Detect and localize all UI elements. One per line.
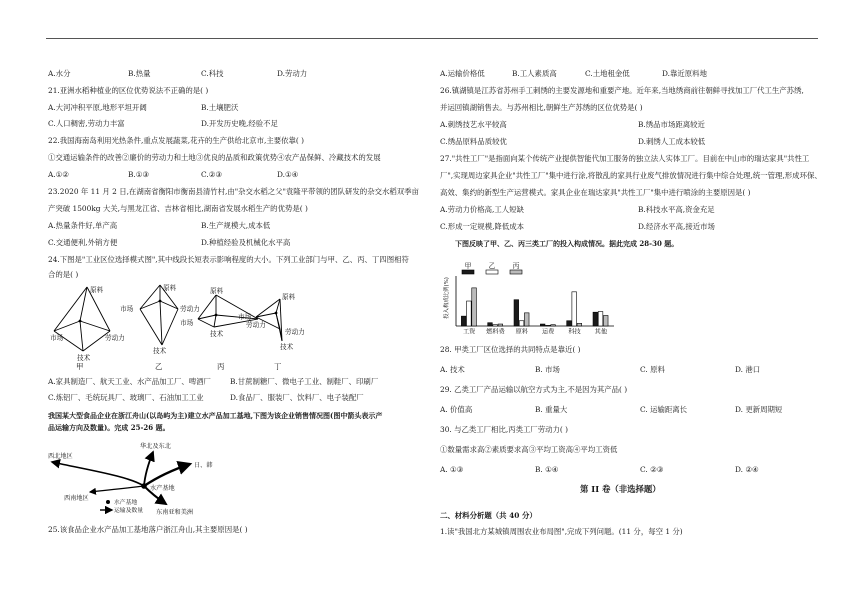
diag-name-jia: 甲 [76, 362, 84, 371]
bar-乙-燃料费 [493, 325, 498, 326]
q24-option-b[interactable]: B.甘蔗制糖厂、微电子工业、制鞋厂、印刷厂 [230, 377, 379, 386]
q25-option-a[interactable]: A.运输价格低 [440, 69, 485, 78]
q23-stem-line2: 产突破 1500kg 大关,与黑龙江省、吉林省相比,湖南省发展水稻生产的优势是( ) [48, 204, 308, 213]
map-label-japan-korea: 日、韩 [194, 462, 213, 469]
q26-option-c[interactable]: C.绣品原料品质较优 [440, 137, 507, 146]
q22-statements: ①交通运输条件的改善②廉价的劳动力和土地③优良的品质和政策优势④农产品保鲜、冷藏技术的发展 [48, 153, 381, 162]
diag-jia-tech: 技术 [77, 354, 91, 362]
q30-option-d[interactable]: D. ②④ [735, 465, 759, 474]
legend-swatch-丙 [510, 270, 522, 274]
q22-option-b[interactable]: B.①③ [128, 170, 150, 179]
q27-stem-line3: 高效、集约的新型生产运营模式。家具企业在瑞达家具"共性工厂"集中进行喷涂的主要原因是( ) [440, 188, 751, 197]
q21-option-c[interactable]: C.人口稠密,劳动力丰富 [48, 119, 125, 128]
q23-option-a[interactable]: A.热量条件好,单产高 [48, 221, 118, 230]
q29-option-d[interactable]: D. 更新周期短 [735, 405, 783, 414]
sales-flow-map [48, 440, 238, 524]
part-2-heading: 第 II 卷（非选择题） [580, 484, 661, 494]
q29-option-c[interactable]: C. 运输距离长 [640, 405, 688, 414]
chart-x-tick-其他: 其他 [594, 328, 608, 336]
q26-stem-line1: 26.镇湖镇是江苏省苏州手工刺绣的主要发源地和重要产地。近年来,当地绣商前往朝鲜寻找加工厂代工生产苏绣, [440, 86, 804, 95]
map-legend-flow: 运输及数量 [114, 508, 143, 514]
q25-26-intro-line2: 品运输方向及数量)。完成 25-26 题。 [48, 423, 170, 432]
bar-乙-科技 [572, 292, 577, 326]
bar-丙-燃料费 [498, 324, 503, 326]
q22-option-d[interactable]: D.①④ [277, 170, 299, 179]
q26-option-b[interactable]: B.绣品市场距离较近 [638, 120, 705, 129]
diag-ding-raw: 原料 [282, 293, 296, 301]
q25-26-intro-line1: 我国某大型食品企业在浙江舟山(以岛屿为主)建立水产品加工基地,下图为该企业销售情况图(图中箭头表示产 [48, 411, 383, 420]
q27-stem-line2: 厂",实现周边家具企业"共性工厂"集中进行涂,将散乱的家具行业废气排放情况进行集中综合处理,统一管理,形成环保、 [440, 171, 822, 180]
bar-甲-其他 [593, 312, 598, 326]
q28-option-a[interactable]: A. 技术 [440, 365, 465, 374]
diag-yi-tech: 技术 [153, 347, 167, 355]
q21-option-d[interactable]: D.开发历史晚,经验不足 [201, 119, 278, 128]
q30-statements: ①数量需求高②素质要求高③平均工资高④平均工资低 [440, 445, 618, 454]
input-composition-chart [440, 264, 620, 334]
q25-stem: 25.该食品企业水产品加工基地落户浙江舟山,其主要原因是( ) [48, 525, 248, 534]
bar-乙-其他 [598, 312, 603, 326]
q26-stem-line2: 并运回镇湖销售去。与苏州相比,朝鲜生产苏绣的区位优势是( ) [440, 103, 643, 112]
map-label-southeast-asia: 东南亚和美洲 [156, 509, 194, 516]
q29-stem: 29. 乙类工厂产品运输以航空方式为主,不是因为其产品( ) [440, 385, 628, 394]
q28-option-c[interactable]: C. 原料 [640, 365, 665, 374]
bar-丙-原料 [524, 313, 529, 326]
section-2-heading: 二、材料分析题（共 40 分） [440, 511, 537, 520]
diag-bing-tech: 技术 [210, 330, 224, 338]
q23-option-c[interactable]: C.交通便利,外销方便 [48, 238, 118, 247]
legend-label-甲: 甲 [464, 262, 472, 270]
q26-option-a[interactable]: A.刺绣技艺水平较高 [440, 120, 507, 129]
q28-stem: 28. 甲类工厂区位选择的共同特点是靠近( ) [440, 345, 581, 354]
legend-swatch-甲 [462, 270, 474, 274]
q21-stem: 21.亚洲水稻种植业的区位优势说法不正确的是( ) [48, 86, 209, 95]
bar-乙-原料 [519, 321, 524, 326]
diag-bing-market: 市场 [180, 319, 194, 327]
chart-x-tick-工资: 工资 [462, 328, 476, 336]
diag-name-bing: 丙 [217, 362, 225, 371]
map-label-base: 水产基地 [150, 485, 175, 492]
q28-30-intro: 下图反映了甲、乙、丙三类工厂的投入构成情况。据此完成 28-30 题。 [455, 239, 679, 248]
diag-ding-labor: 劳动力 [285, 328, 305, 336]
q30-option-c[interactable]: C. ②③ [640, 465, 664, 474]
legend-swatch-乙 [486, 270, 498, 274]
q20-option-a[interactable]: A.水分 [48, 69, 71, 78]
q21-option-b[interactable]: B.土壤肥沃 [201, 103, 239, 112]
chart-x-tick-原料: 原料 [515, 328, 529, 336]
chart-y-axis-label: 投入构成比例(%) [444, 277, 450, 319]
q24-option-a[interactable]: A.家具制造厂、航天工业、水产品加工厂、啤酒厂 [48, 377, 211, 386]
map-label-northwest: 西北地区 [48, 453, 73, 460]
diag-jia-raw: 原料 [90, 286, 104, 294]
diag-yi-raw: 原料 [163, 284, 177, 292]
q20-option-d[interactable]: D.劳动力 [277, 69, 308, 78]
bar-丙-其他 [603, 315, 608, 326]
diag-ding-market: 市场 [238, 313, 252, 321]
bar-甲-原料 [514, 300, 519, 326]
q28-option-b[interactable]: B. 市场 [535, 365, 560, 374]
q24-option-d[interactable]: D.食品厂、服装厂、饮料厂、电子装配厂 [230, 393, 364, 402]
q27-option-c[interactable]: C.形成一定规模,降低成本 [440, 222, 524, 231]
bar-甲-工资 [461, 316, 466, 326]
chart-x-tick-运费: 运费 [541, 328, 555, 336]
q22-option-a[interactable]: A.①② [48, 170, 69, 179]
location-factor-diagrams [50, 283, 350, 373]
chart-x-tick-科技: 科技 [568, 328, 581, 336]
map-label-southwest: 西南地区 [64, 495, 89, 502]
diag-bing-labor: 劳动力 [246, 321, 266, 329]
q29-option-a[interactable]: A. 价值高 [440, 405, 473, 414]
bar-丙-运费 [551, 325, 556, 326]
map-label-north: 华北及东北 [140, 443, 171, 450]
chart-x-tick-燃料费: 燃料费 [486, 328, 505, 336]
diag-ding-tech: 技术 [280, 343, 294, 351]
q31-stem: 1.读"我国北方某城镇周围农业布局图",完成下列问题。(11 分，每空 1 分) [440, 527, 683, 536]
q27-stem-line1: 27."共性工厂"是指面向某个传统产业提供智能代加工服务的独立法人实体工厂。目前在中山市的瑞达家具"共性工 [440, 154, 810, 163]
q23-option-b[interactable]: B.生产规模大,成本低 [201, 221, 271, 230]
legend-label-乙: 乙 [488, 262, 496, 270]
q23-option-d[interactable]: D.种植经验及机械化水平高 [201, 238, 291, 247]
q27-option-a[interactable]: A.劳动力价格高,工人短缺 [440, 205, 524, 214]
bar-丙-科技 [577, 323, 582, 326]
bar-甲-燃料费 [488, 323, 493, 326]
q22-option-c[interactable]: C.②③ [201, 170, 222, 179]
q24-option-c[interactable]: C.炼铝厂、毛统玩具厂、玻璃厂、石油加工工业 [48, 393, 204, 402]
bar-乙-运费 [546, 325, 551, 326]
q28-option-d[interactable]: D. 港口 [735, 365, 761, 374]
q27-option-d[interactable]: D.经济水平高,接近市场 [638, 222, 715, 231]
bar-丙-工资 [472, 288, 477, 326]
q25-option-c[interactable]: C.土地租金低 [585, 69, 630, 78]
bar-甲-科技 [567, 321, 572, 326]
q24-stem-line1: 24.下图是"工业区位选择模式图",其中线段长短表示影响程度的大小。下列工业部门与甲、乙、丙、丁四图相符 [48, 255, 409, 264]
bar-甲-运费 [540, 324, 545, 326]
diag-yi-market: 市场 [120, 305, 134, 313]
q30-stem: 30. 与乙类工厂相比,丙类工厂劳动力( ) [440, 425, 569, 434]
q21-option-a[interactable]: A.大河冲积平原,地形平坦开阔 [48, 103, 147, 112]
q22-stem: 22.我国海南岛利用光热条件,重点发展蔬菜,花卉的生产供给北京市,主要依靠( ) [48, 136, 305, 145]
diag-yi-labor: 劳动力 [180, 305, 200, 313]
q29-option-b[interactable]: B. 重量大 [535, 405, 568, 414]
legend-label-丙: 丙 [512, 262, 520, 270]
q25-option-d[interactable]: D.靠近原料地 [662, 69, 707, 78]
q27-option-b[interactable]: B.科技水平高,资金充足 [638, 205, 715, 214]
diag-bing-raw: 原料 [210, 287, 224, 295]
q24-stem-line2: 合的是( ) [48, 270, 79, 279]
q20-option-c[interactable]: C.科技 [201, 69, 224, 78]
q30-option-a[interactable]: A. ①③ [440, 465, 464, 474]
diag-jia-market: 市场 [50, 334, 64, 342]
q30-option-b[interactable]: B. ①④ [535, 465, 559, 474]
map-legend-base: 水产基地 [114, 500, 138, 506]
diag-name-yi: 乙 [155, 362, 163, 371]
q20-option-b[interactable]: B.热量 [128, 69, 151, 78]
q23-stem-line1: 23.2020 年 11 月 2 日,在湖南省衡阳市衡南县清竹村,由"杂交水稻之父"袁隆平带领的团队研发的杂交水稻双季亩 [48, 187, 419, 196]
q25-option-b[interactable]: B.工人素质高 [512, 69, 557, 78]
header-rule [46, 38, 818, 39]
q26-option-d[interactable]: D.刺绣人工成本较低 [638, 137, 706, 146]
diag-jia-labor: 劳动力 [105, 334, 125, 342]
bar-乙-工资 [467, 301, 472, 326]
diag-name-ding: 丁 [274, 362, 282, 371]
